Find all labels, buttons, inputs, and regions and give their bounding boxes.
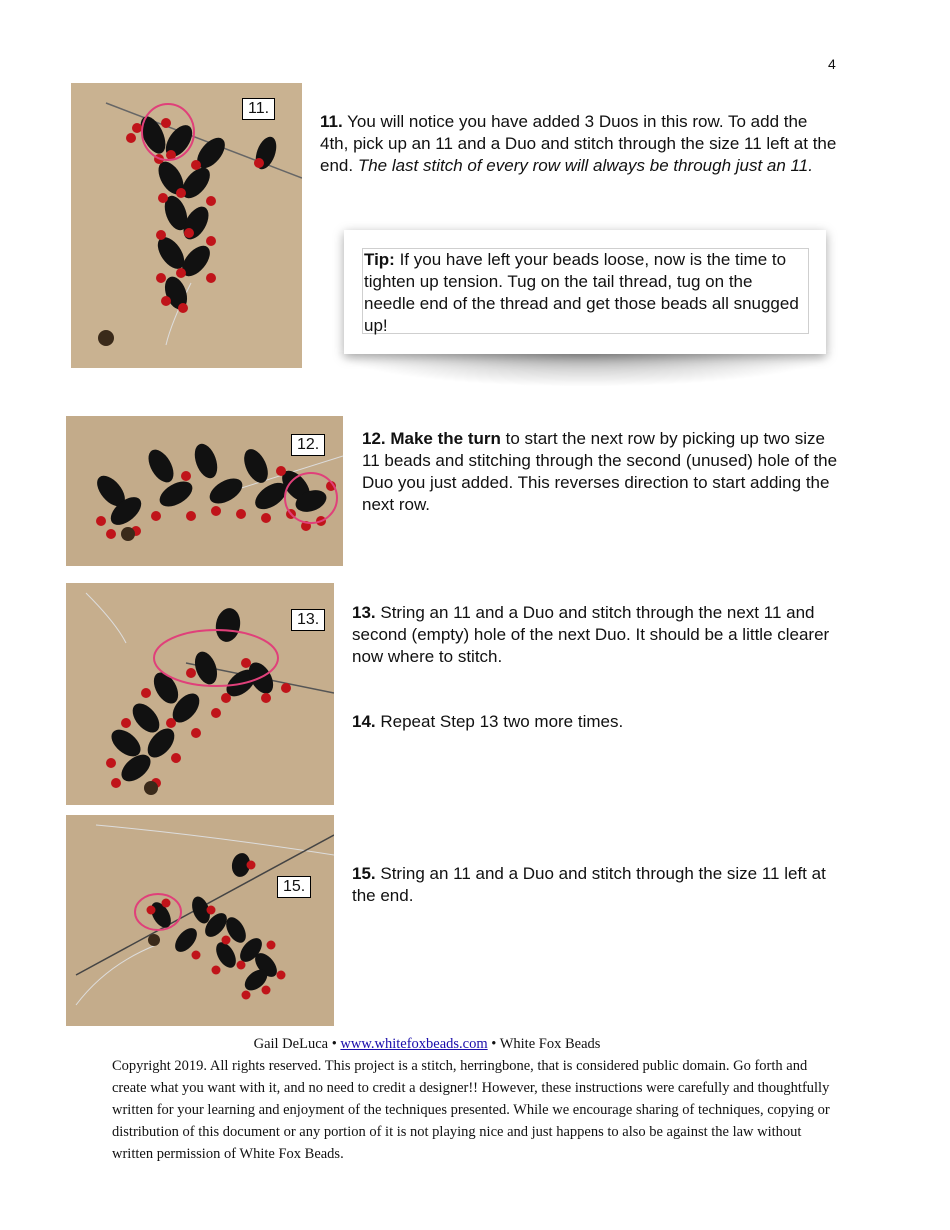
step-15-label: 15. (277, 876, 311, 898)
tip-shadow (338, 352, 832, 386)
step-12-label: 12. (291, 434, 325, 456)
footer-credit (62, 1033, 792, 1055)
footer (112, 1033, 842, 1165)
step-14-body: Repeat Step 13 two more times. (375, 712, 624, 731)
footer-brand: • White Fox Beads (487, 1036, 601, 1052)
step-12-text (362, 428, 847, 516)
step-11-label: 11. (242, 98, 275, 120)
footer-author: Gail DeLuca • (253, 1036, 341, 1052)
tip-card (344, 230, 826, 354)
step-11-body: You will notice you have added 3 Duos in this row. To add the 4th, pick up an 11 and a Duo and stitch through the size 11 left at the end. (320, 112, 837, 175)
step-14-text (352, 711, 847, 733)
website-link[interactable]: www.whitefoxbeads.com (340, 1036, 488, 1052)
tip-text: If you have left your beads loose, now is the time to tighten up tension. Tug on the tail thread, tug on the needle end of the thread and get those beads all snugged up! (364, 250, 799, 335)
step-12-heading: 12. Make the turn (362, 429, 501, 448)
step-15-photo (66, 815, 334, 1026)
step-12-body: to start the next row by picking up two size 11 beads and stitching through the second (unused) hole of the Duo you just added. This reverses direction to start adding the next row. (362, 429, 838, 514)
step-15-text (352, 863, 847, 907)
step-13-body: String an 11 and a Duo and stitch through the next 11 and second (empty) hole of the next Duo. It should be a little clearer now where to stitch. (352, 603, 830, 666)
step-13-number: 13. (352, 603, 376, 622)
page-number: 4 (828, 56, 836, 72)
step-13-label: 13. (291, 609, 325, 631)
step-15-body: String an 11 and a Duo and stitch through the size 11 left at the end. (352, 864, 826, 905)
step-13-text (352, 602, 847, 668)
step-11-number: 11. (320, 112, 343, 131)
tip-label: Tip: (364, 250, 395, 269)
step-15-number: 15. (352, 864, 376, 883)
step-14-number: 14. (352, 712, 376, 731)
copyright-notice: Copyright 2019. All rights reserved. This project is a stitch, herringbone, that is considered public domain. Go forth and create what you want with it, and no need to credit a designer!! However, these instructions were carefully and thoughtfully written for your learning and enjoyment of the techniques presented. While we encourage sharing of techniques, copying or distribution of this document or any portion of it is not playing nice and just happens to also be against the law without written permission of White Fox Beads. (112, 1058, 830, 1162)
step-15-beads-image (66, 815, 334, 1026)
step-11-text (320, 111, 840, 177)
step-11-photo (71, 83, 302, 368)
step-11-beads-image (71, 83, 302, 368)
step-11-italic-note: The last stitch of every row will always be through just an 11. (357, 156, 813, 175)
tip-box (362, 248, 809, 334)
